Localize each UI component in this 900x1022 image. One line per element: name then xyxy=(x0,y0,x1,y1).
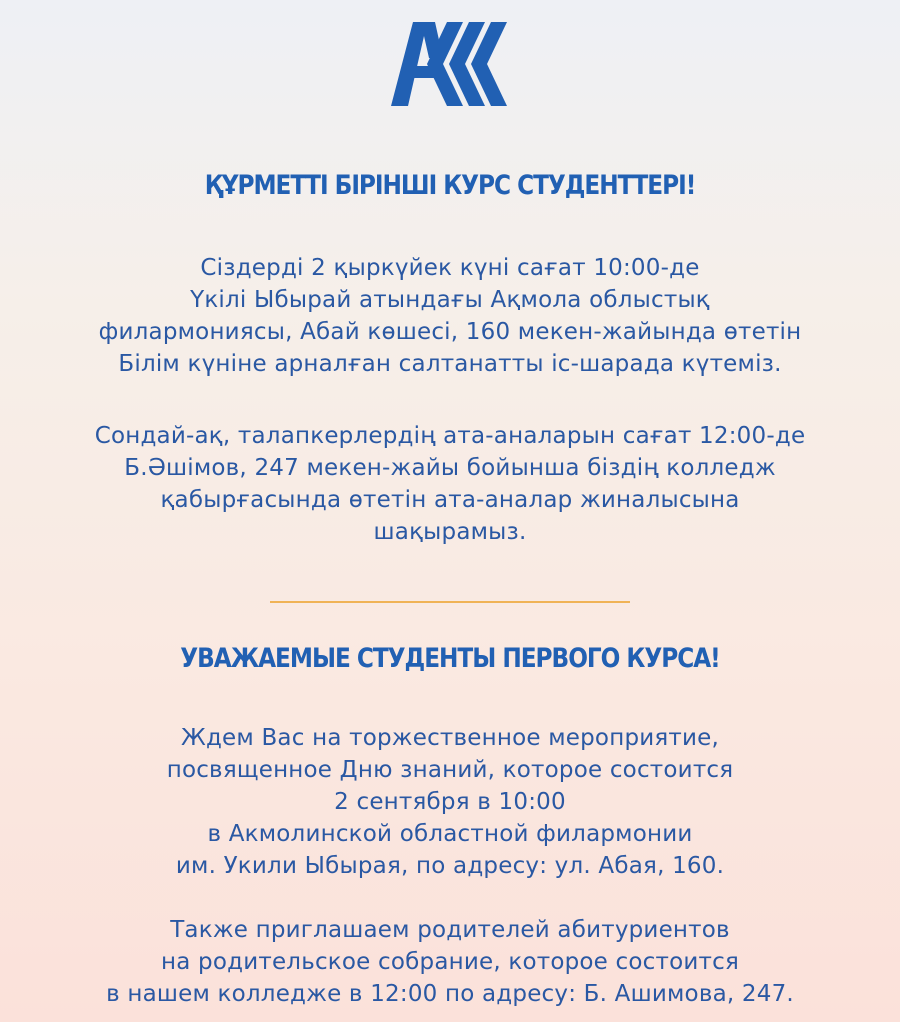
ru-p2-line: Также приглашаем родителей абитуриентов xyxy=(170,917,730,943)
kz-p1-line: Білім күніне арналған салтанатты іс-шарада күтеміз. xyxy=(118,351,782,377)
ru-paragraph-2 xyxy=(0,914,900,1010)
ru-p1-line: 2 сентября в 10:00 xyxy=(334,789,566,815)
kz-paragraph-1 xyxy=(0,252,900,380)
ru-p1-line: в Акмолинской областной филармонии xyxy=(207,821,693,847)
ru-paragraph-1 xyxy=(0,722,900,882)
kz-p2-line: қабырғасында өтетін ата-аналар жиналысына xyxy=(160,487,740,513)
kz-p2-line: Сондай-ақ, талапкерлердің ата-аналарын сағат 12:00-де xyxy=(94,423,806,449)
ru-p2-line: в нашем колледже в 12:00 по адресу: Б. Ашимова, 247. xyxy=(106,981,794,1007)
ru-p1-line: им. Укили Ыбырая, по адресу: ул. Абая, 160. xyxy=(175,853,725,879)
ru-heading: УВАЖАЕМЫЕ СТУДЕНТЫ ПЕРВОГО КУРСА! xyxy=(180,643,720,674)
kz-p2-line: шақырамыз. xyxy=(373,519,527,545)
section-divider xyxy=(270,601,630,603)
kz-p1-line: филармониясы, Абай көшесі, 160 мекен-жайында өтетін xyxy=(98,319,802,345)
kz-p1-line: Сіздерді 2 қыркүйек күні сағат 10:00-де xyxy=(200,255,700,281)
kz-p1-line: Үкілі Ыбырай атындағы Ақмола облыстық xyxy=(190,287,710,313)
ru-p2-line: на родительское собрание, которое состоится xyxy=(160,949,740,975)
ru-p1-line: Ждем Вас на торжественное мероприятие, xyxy=(180,725,720,751)
college-logo xyxy=(391,22,509,106)
kz-p2-line: Б.Әшімов, 247 мекен-жайы бойынша біздің колледж xyxy=(124,455,776,481)
ru-p1-line: посвященное Дню знаний, которое состоится xyxy=(166,757,734,783)
kz-heading: ҚҰРМЕТТІ БІРІНШІ КУРС СТУДЕНТТЕРІ! xyxy=(204,170,696,201)
kz-paragraph-2 xyxy=(0,420,900,548)
